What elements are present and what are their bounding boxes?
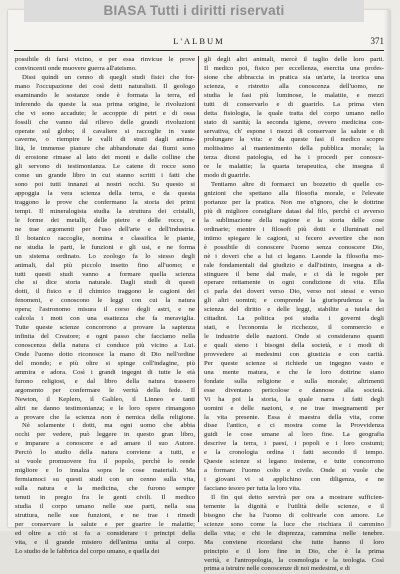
text-line: scienze sono come la luce che rischiara il cammino <box>204 520 384 528</box>
text-line: nè i doveri che a lui ci legano. Laonde la filosofia mo- <box>204 252 384 260</box>
text-line: più di migliore consigliare datasi dal filo, perchè ci avverso <box>204 207 384 215</box>
text-line: struttura, nelle sue funzioni, e ne trae i rimedi <box>15 511 195 519</box>
page-number: 371 <box>370 36 384 46</box>
text-line: Newton, il Keplero, il Galileo, il Linneo e tanti <box>15 395 195 403</box>
text-line: Per queste scienze si richiede un ingegno vasto e <box>204 359 384 367</box>
text-line: sono poi tutti innanzi ai nostri occhi. Su questo si <box>15 181 195 189</box>
text-line: provvedere ai medesimi con giustizia e con carità. <box>204 350 384 358</box>
text-line: tempi. Il mineralogista studia la struttura dei cristalli, <box>15 207 195 215</box>
text-line: fenomeni, e conoscono le leggi con cui la natura <box>15 297 195 305</box>
text-line: scienza, e ristretto alla conoscenza dell'uomo, ne <box>204 82 384 90</box>
text-line: tutti di conservarlo e di guarirlo. La prima vien <box>204 100 384 108</box>
text-line: mano l'occupazione dei così detti naturalisti. Il geologo <box>15 82 195 90</box>
text-line: e la cronologia ordina i fatti secondo il tempo. <box>204 449 384 457</box>
watermark-banner: BIASA Tutti i diritti riservati <box>24 0 364 22</box>
text-line: traggono le prove che confermano la storia dei primi <box>15 199 195 206</box>
text-line: è possibile di conoscere l'uomo senza conoscere Dio, <box>204 243 384 251</box>
text-line: gli degli altri animali, mercè il taglio delle loro parti. <box>204 56 384 63</box>
text-line: ed oltre a ciò si fa a considerare i principi della <box>15 529 195 537</box>
text-line: Il botanico raccoglie, nomina e classifica le piante, <box>15 234 195 242</box>
text-line: opera; l'astronomo misura il corso degli astri, e ne <box>15 306 195 314</box>
text-line: che si dice storia naturale. Dagli studi di questi <box>15 279 195 287</box>
header-rule <box>14 50 384 51</box>
text-line: intimo spiegare le cagioni, si fecero avvertire che non <box>204 234 384 242</box>
text-line: ammira e adora. Così i grandi ingegni di tutte le età <box>15 368 195 376</box>
text-line: come un grande libro in cui stanno scritti i fatti che <box>15 172 195 180</box>
text-line: operare rettamente in ogni condizione di vita. Ella <box>204 279 384 287</box>
text-line: guidi le cose umane al loro fine. La geografia <box>204 431 384 439</box>
text-line: di erosione rimase al lato dei monti e dalle colline che <box>15 154 195 162</box>
text-line: Il medico poi, fisico per eccellenza, esercita una profes- <box>204 64 384 72</box>
text-line: vita, e il grande mistero dell'anima unita al corpo. <box>15 538 195 546</box>
text-line: ne trae argomenti per l'uso dell'arte e dell'industria. <box>15 225 195 233</box>
text-line: i giovani vi si applichino con diligenza, e ne <box>204 476 384 484</box>
text-line: Ma conviene ricordarsi che tutte hanno il loro <box>204 538 384 546</box>
text-line: stinguere il bene dal male, e ci dà le regole per <box>204 270 384 278</box>
running-head: L'ALBUM <box>173 36 225 46</box>
text-column-right <box>204 56 384 573</box>
book-page <box>8 10 390 573</box>
text-line: Dissi quindi un cenno di quegli studi fisici che for- <box>22 73 195 81</box>
text-line: migliore e lo innalza sopra le cose materiali. Ma <box>15 467 195 475</box>
text-line: inferendo da queste la sua prima origine, le rivoluzioni <box>15 100 195 108</box>
text-line: disse l'antico, e ci mostra come la Provvidenza <box>204 422 384 430</box>
text-line: Nè solamente i dotti, ma ogni uomo che abbia <box>22 422 195 430</box>
text-line: fondate sulla religione e sulla morale; altrimenti <box>204 377 384 385</box>
text-line: dotti, il fisico e il chimico traggono le cagioni dei <box>15 288 195 296</box>
text-line: le forme dei metalli, delle pietre e delle rocce, e <box>15 216 195 224</box>
text-line: Tentiamo altre di formarci un bozzetto di quelle co- <box>211 181 384 189</box>
text-line: si vuole promuovere fra il popolo, perchè lo rende <box>15 458 195 466</box>
text-line: esse diventano pericolose e dannose alla società. <box>204 386 384 394</box>
text-line: prolungare la vita: e da queste fasi il medico scopre <box>204 136 384 144</box>
page-header <box>8 36 390 50</box>
text-line: conoscenza della natura ci conduce più vicino a Lui. <box>15 342 195 349</box>
text-line: studia le fasi più luminose, le malattie, e mezzi <box>204 91 384 99</box>
text-line: temente la dignità e l'utilità delle scienze, e il <box>204 502 384 510</box>
text-line: ci parla dei doveri verso Dio, verso noi stessi e verso <box>204 288 384 296</box>
text-line: Onde l'uomo dotto riconosce la mano di Dio nell'ordine <box>15 350 195 358</box>
text-line: bisogno che ha l'uomo di coltivarle con amore. Le <box>204 511 384 519</box>
text-line: operate sul globo; il cavaliere si raccoglie in vaste <box>15 127 195 135</box>
text-line: gli altri uomini; e comprende la giurisprudenza e la <box>204 297 384 305</box>
text-line: a formare l'uomo colto e civile. Onde si vuole che <box>204 467 384 475</box>
text-line: furono religiosi, e dal libro della natura trassero <box>15 377 195 385</box>
text-line: la sublimazione della ragione e la storia delle cose <box>204 216 384 224</box>
text-line: gli servono di testimonianza. Le catene di rocce sono <box>15 163 195 171</box>
text-line: e quali sieno i bisogni della società, e i modi di <box>204 342 384 349</box>
text-line: tenuti in pregio fra le genti civili. Il medico <box>15 493 195 501</box>
text-line: ordinarie; mentre i filosofi più dotti e illuminati nel <box>204 225 384 233</box>
text-line: della vita; e chi le disprezza, cammina nelle tenebre. <box>204 529 384 537</box>
text-line: sione che abbraccia in pratica sia un'arte, la teorica una <box>204 73 384 81</box>
text-line: e imparare a conoscere e ad amare il suo Autore. <box>15 440 195 448</box>
text-line: Tutte queste scienze concorrono a provare la sapienza <box>15 324 195 332</box>
text-line: argomento per confermare le verità della fede. Il <box>15 386 195 394</box>
text-line: modo di guarirle. <box>204 172 251 180</box>
text-line: esaminando le sostanze onde è formata la terra, ed <box>15 91 195 99</box>
text-line: studia il corpo umano nelle sue parti, nella sua <box>15 502 195 510</box>
text-line: Queste scienze si legano insieme, e tutte concorrono <box>204 458 384 466</box>
text-line: terza dicesi patologia, ed ha i procedi per conosce- <box>204 154 384 162</box>
text-line: sulla natura e la medicina, che furono sempre <box>15 485 195 492</box>
text-line: uomini e delle nazioni, e ne trae insegnamenti per <box>204 404 384 412</box>
text-line: re le malattie; la quarta terapeutica, che insegna il <box>204 163 384 171</box>
text-line: detta fisiologia, la quale tratta del corpo umano nello <box>204 109 384 117</box>
text-line: servativa, ch' espone i mezzi di conservare la salute e di <box>204 127 384 135</box>
text-line: portanze per la pratica. Non me n'ignoro, che le dottrine <box>204 199 384 206</box>
text-line: Vi ha poi la storia, la quale narra i fatti degli <box>204 395 384 403</box>
text-line: ne studia le parti, le funzioni e gli usi, e ne forma <box>15 243 195 251</box>
text-line: verità, e l'antropologia, la cosmologia e la teologia. Così <box>204 556 384 564</box>
text-column-left <box>15 56 195 555</box>
text-line: per conservare la salute e per guarire le malattie; <box>15 520 195 528</box>
text-line: cittadini. La politica poi studia i governi degli <box>204 315 384 323</box>
text-line: prima a istruire nelle conoscenze di noi medesimi, e di <box>204 565 350 573</box>
text-line: Lo studio de le fabbrica del corpo umano, e quella dei <box>15 547 160 555</box>
page-fold-shadow <box>384 10 390 527</box>
text-line: una mente matura, e che le loro dottrine siano <box>204 368 384 376</box>
text-line: a provare che la scienza non è nemica della religione. <box>15 413 195 421</box>
text-line: del mondo; e più oltre si spinge coll'indagine, più <box>15 359 195 367</box>
text-line: la vita presente. Essa è maestra della vita, come <box>204 413 384 421</box>
text-line: Il fin qui detto servirà per ora a mostrare sufficien- <box>211 493 384 501</box>
text-line: moltissimo al mantenimento della pubblica morale; la <box>204 145 384 153</box>
text-line: Perciò lo studio della natura conviene a tutti, e <box>15 449 195 457</box>
text-line: possibile di farsi vicino, e per essa rinvicue le prove <box>15 56 195 63</box>
text-line: gnizioni che spettano alla filosofia morale, e l'elevate <box>204 190 384 198</box>
text-line: scienza del diritto e delle leggi, stabilite a tutela dei <box>204 306 384 314</box>
text-line: altri ne danno testimonianza; e le loro opere rimangono <box>15 404 195 412</box>
text-line: stato di sanità; la seconda igiene, ovvero medicina con- <box>204 118 384 126</box>
text-line: tutti questi studi vanno a formare quella scienza <box>15 270 195 278</box>
text-line: facciano tesoro per tutta la loro vita. <box>204 485 301 492</box>
text-line: animali, dal più piccolo insetto fino all'uomo; e <box>15 261 195 269</box>
text-line: convincenti onde muovere guerra all'ateismo. <box>15 64 137 72</box>
text-line: principio e il loro fine in Dio, che è la prima <box>204 547 384 555</box>
column-divider <box>198 56 199 522</box>
text-line: infinita del Creatore; e ogni passo che facciamo nella <box>15 333 195 341</box>
text-line: rale fondamentali dal giudizio e dall'istinto, insegna a di- <box>204 261 384 269</box>
text-line: appoggia la vera scienza della terra, e da questa <box>15 190 195 198</box>
text-line: caverne, o riempire le valli di strati dagli anima- <box>15 136 195 144</box>
text-line: calcola i moti con una esattezza che fa meraviglia. <box>15 315 195 323</box>
text-line: fossili che vanno dal rilievo delle grandi rivoluzioni <box>15 118 195 126</box>
text-line: che vi sono accadute; le accoppie di petri e di ossa <box>15 109 195 117</box>
text-line: occhi per vedere, può leggere in questo gran libro, <box>15 431 195 439</box>
text-line: descrive la terra, i paesi, i popoli e i loro costumi; <box>204 440 384 448</box>
text-line: lità, le immense pianure che abbandonate dai fiumi sono <box>15 145 195 153</box>
text-line: stati, e l'economia le ricchezze, il commercio e <box>204 324 384 332</box>
text-line: le industrie delle nazioni. Onde si considerano quanti <box>204 333 384 341</box>
text-line: fermiamoci su questi studi con un cenno sulla vita, <box>15 476 195 484</box>
text-line: un sistema ordinato. Lo zoologo fa lo stesso degli <box>15 252 195 260</box>
